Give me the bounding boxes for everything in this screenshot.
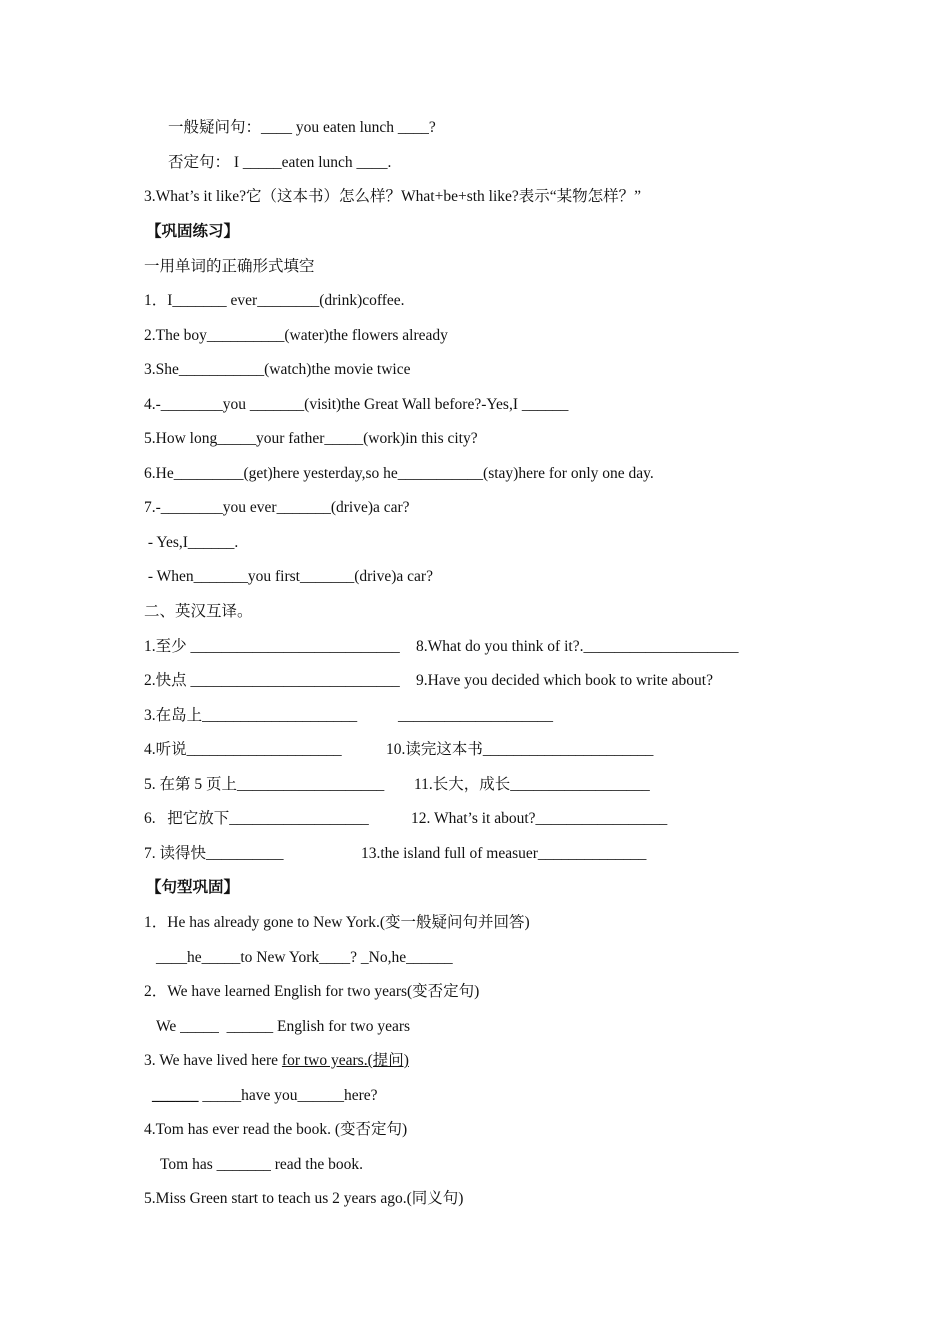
translation-right-item: 8.What do you think of it?.____________________ — [416, 638, 739, 655]
sentence-question-4: 4.Tom has ever read the book. (变否定句) — [144, 1121, 408, 1138]
sentence-question-3 — [144, 1051, 409, 1071]
exercise-item: 6.He_________(get)here yesterday,so he___________(stay)here for only one day. — [144, 465, 654, 482]
exercise-item: 3.She___________(watch)the movie twice — [144, 361, 411, 378]
practice-heading: 【巩固练习】 — [146, 223, 240, 240]
exercise-item: 1．I_______ ever________(drink)coffee. — [144, 292, 405, 309]
sentence-answer-2: We _____ ______ English for two years — [156, 1018, 411, 1035]
translation-right-item: 11.长大，成长__________________ — [414, 776, 650, 793]
translation-right-item: ____________________ — [398, 707, 553, 724]
translation-left-item: 5. 在第 5 页上___________________ — [144, 776, 385, 793]
translation-right-item: 13.the island full of measuer______________ — [361, 845, 647, 862]
sentences-heading: 【句型巩固】 — [146, 879, 240, 896]
exercise-item: 5.How long_____your father_____(work)in this city? — [144, 430, 478, 447]
answer-3-text: _____have you______here? — [198, 1087, 378, 1104]
question-3-underlined-text: for two years.(提问) — [281, 1052, 409, 1069]
part1-title: 一用单词的正确形式填空 — [144, 258, 315, 275]
exercise-item: - Yes,I______. — [144, 534, 239, 551]
note-3: 3.What’s it like?它（这本书）怎么样？What+be+sth like?表示“某物怎样？” — [144, 188, 642, 205]
translation-left-item: 3.在岛上____________________ — [144, 707, 358, 724]
translation-right-item: 10.读完这本书______________________ — [386, 741, 654, 758]
sentence-question-5: 5.Miss Green start to teach us 2 years ago.(同义句) — [144, 1190, 464, 1207]
translation-right-item: 12. What’s it about?_________________ — [411, 810, 668, 827]
sentence-answer-3 — [152, 1086, 378, 1106]
exercise-item: 7.-________you ever_______(drive)a car? — [144, 499, 410, 516]
translation-left-item: 2.快点 ___________________________ — [144, 672, 400, 689]
negative-form-line: 否定句： I _____eaten lunch ____. — [168, 154, 392, 171]
translation-title: 二、英汉互译。 — [144, 603, 253, 620]
exercise-item: 4.-________you _______(visit)the Great Wall before?-Yes,I ______ — [144, 396, 569, 413]
sentence-question-2: 2．We have learned English for two years(变否定句) — [144, 983, 480, 1000]
sentence-answer-4: Tom has _______ read the book. — [160, 1156, 363, 1173]
question-3-text: 3. We have lived here — [144, 1052, 282, 1069]
exercise-item: 2.The boy__________(water)the flowers already — [144, 327, 448, 344]
translation-left-item: 1.至少 ___________________________ — [144, 638, 400, 655]
translation-left-item: 4.听说____________________ — [144, 741, 342, 758]
answer-3-bold-blank: ______ — [152, 1087, 199, 1104]
exercise-item: - When_______you first_______(drive)a car? — [144, 568, 433, 585]
question-form-line: 一般疑问句：____ you eaten lunch ____? — [168, 119, 436, 136]
sentence-question-1: 1．He has already gone to New York.(变一般疑问句并回答) — [144, 914, 530, 931]
sentence-answer-1: ____he_____to New York____? _No,he______ — [156, 949, 453, 966]
translation-right-item: 9.Have you decided which book to write about? — [416, 672, 713, 689]
translation-left-item: 7. 读得快__________ — [144, 845, 284, 862]
translation-left-item: 6. 把它放下__________________ — [144, 810, 369, 827]
